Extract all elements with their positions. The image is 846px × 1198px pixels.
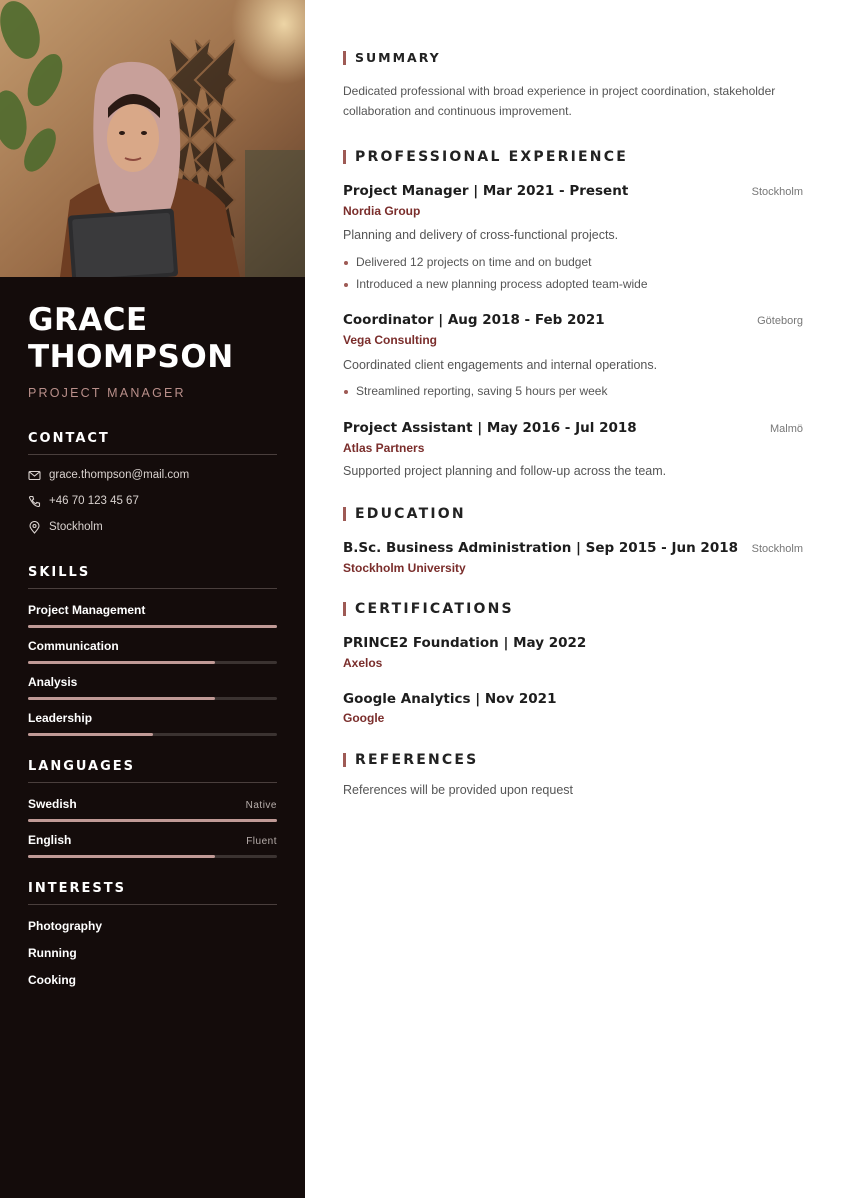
experience-heading: PROFESSIONAL EXPERIENCE [343, 149, 628, 165]
job-title: Project Manager | Mar 2021 - Present [343, 183, 629, 199]
skill-bar-fill [28, 625, 277, 628]
certification-issuer: Axelos [343, 656, 383, 670]
contact-phone-text[interactable]: +46 70 123 45 67 [49, 495, 139, 507]
job-company: Vega Consulting [343, 333, 438, 347]
job-description: Planning and delivery of cross-functional projects. [343, 228, 619, 242]
job-bullet: Streamlined reporting, saving 5 hours per week [343, 384, 607, 398]
contact-phone [28, 493, 139, 509]
interest-item: Running [28, 946, 77, 960]
contact-location-text: Stockholm [49, 521, 103, 533]
language-name: English [28, 833, 72, 847]
education-heading: EDUCATION [343, 506, 466, 522]
profile-photo-illustration [0, 0, 305, 277]
language-name: Swedish [28, 797, 77, 811]
contact-heading: CONTACT [28, 431, 277, 455]
candidate-name-line1: GRACE [28, 302, 148, 338]
candidate-name [28, 302, 288, 376]
certification-title: PRINCE2 Foundation | May 2022 [343, 635, 587, 651]
references-text: References will be provided upon request [343, 783, 573, 797]
job-company: Nordia Group [343, 204, 421, 218]
skill-label [28, 603, 277, 617]
job-bullet: Introduced a new planning process adopted team-wide [343, 277, 648, 291]
summary-heading: SUMMARY [343, 50, 441, 66]
profile-photo [0, 0, 305, 277]
skill-label [28, 639, 277, 653]
job-location: Göteborg [757, 315, 803, 327]
skills-heading: SKILLS [28, 565, 277, 589]
job-company: Atlas Partners [343, 441, 425, 455]
envelope-icon [28, 469, 41, 482]
job-title: Project Assistant | May 2016 - Jul 2018 [343, 420, 637, 436]
skill-name: Analysis [28, 675, 78, 689]
skill-name: Project Management [28, 603, 146, 617]
job-description: Coordinated client engagements and internal operations. [343, 358, 658, 372]
interest-item: Photography [28, 919, 102, 933]
language-bar [28, 819, 277, 822]
job-location: Malmö [769, 423, 803, 435]
contact-email-text[interactable]: grace.thompson@mail.com [49, 469, 190, 481]
skill-label [28, 675, 277, 689]
skill-bar [28, 661, 277, 664]
interests-heading: INTERESTS [28, 881, 277, 905]
certification-issuer: Google [343, 711, 385, 725]
education-location: Stockholm [751, 543, 803, 555]
contact-email [28, 467, 189, 483]
skill-bar [28, 697, 277, 700]
certifications-heading: CERTIFICATIONS [343, 601, 514, 617]
location-pin-icon [28, 521, 41, 534]
education-title: B.Sc. Business Administration | Sep 2015 - Jun 2018 [343, 540, 739, 556]
references-heading: REFERENCES [343, 752, 478, 768]
language-bar [28, 855, 277, 858]
sidebar [0, 0, 305, 1198]
candidate-name-line2: THOMPSON [28, 339, 234, 375]
skill-bar [28, 625, 277, 628]
language-bar-fill [28, 819, 277, 822]
education-school: Stockholm University [343, 561, 466, 575]
interest-item: Cooking [28, 973, 76, 987]
job-bullet: Delivered 12 projects on time and on budget [343, 255, 591, 269]
skill-name: Leadership [28, 711, 93, 725]
candidate-role: PROJECT MANAGER [28, 386, 186, 400]
skill-label [28, 711, 277, 725]
job-location: Stockholm [751, 186, 803, 198]
language-label [28, 797, 277, 811]
language-label [28, 833, 277, 847]
languages-heading: LANGUAGES [28, 759, 277, 783]
job-description: Supported project planning and follow-up across the team. [343, 464, 667, 478]
skill-name: Communication [28, 639, 119, 653]
language-bar-fill [28, 855, 215, 858]
phone-icon [28, 495, 41, 508]
language-proficiency: Fluent [246, 836, 277, 847]
language-proficiency: Native [245, 800, 277, 811]
skill-bar [28, 733, 277, 736]
skill-bar-fill [28, 697, 215, 700]
skill-bar-fill [28, 733, 153, 736]
job-title: Coordinator | Aug 2018 - Feb 2021 [343, 312, 605, 328]
summary-text: Dedicated professional with broad experience in project coordination, stakeholder collaboration and continuous improvement. [343, 84, 776, 118]
certification-title: Google Analytics | Nov 2021 [343, 691, 557, 707]
contact-location [28, 519, 103, 535]
skill-bar-fill [28, 661, 215, 664]
